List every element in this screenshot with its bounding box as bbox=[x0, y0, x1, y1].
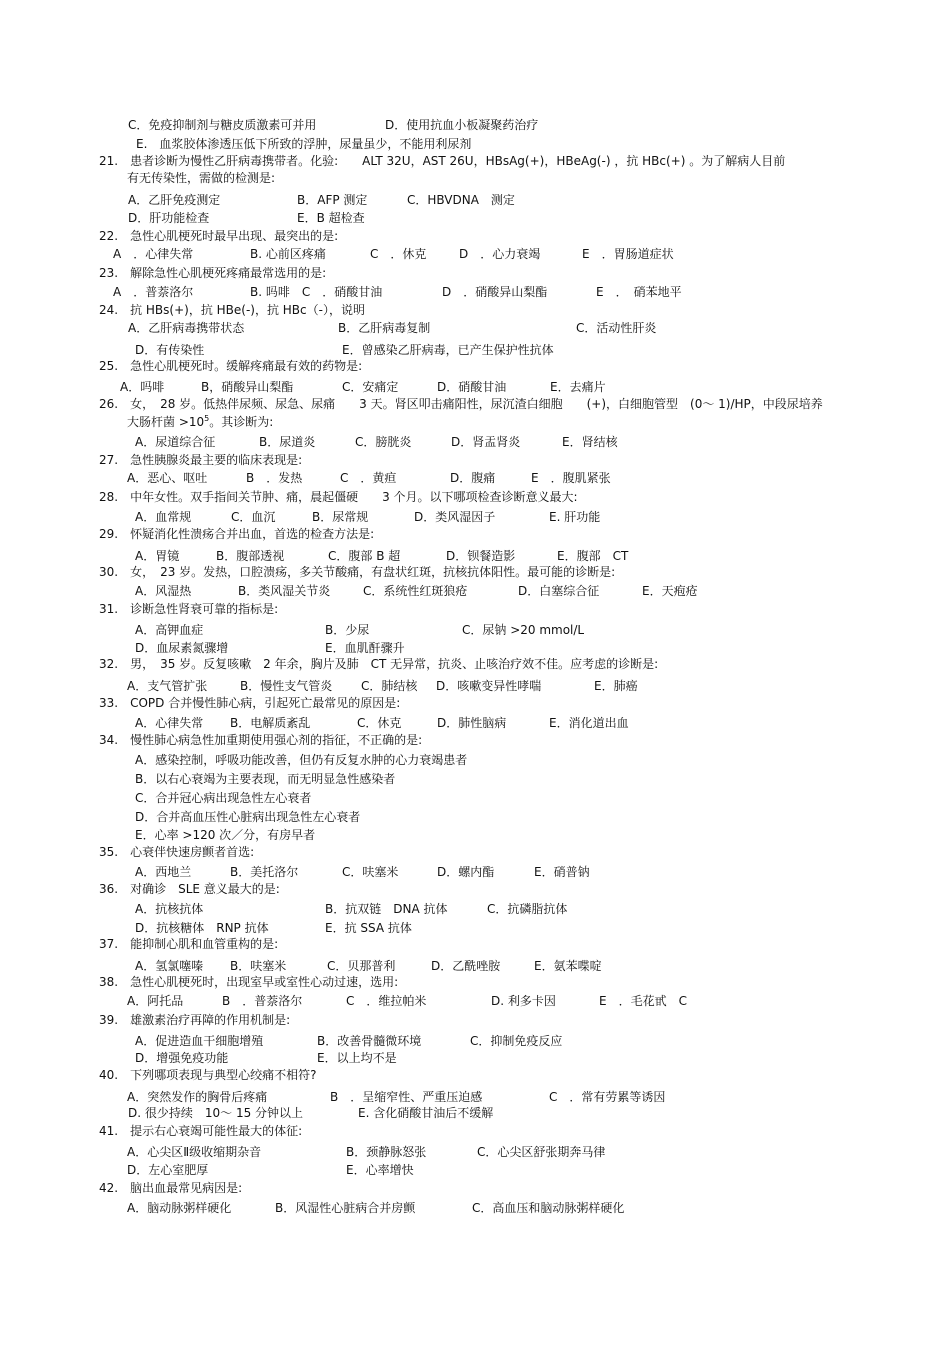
line-text: A ．普萘洛尔 bbox=[113, 285, 194, 299]
option-text: E．抗 SSA 抗体 bbox=[325, 921, 412, 935]
line-text: 40. 下列哪项表现与典型心绞痛不相符? bbox=[99, 1068, 317, 1082]
option-text: C ．休克 bbox=[370, 247, 427, 261]
option-text: B．慢性支气管炎 bbox=[240, 679, 333, 693]
line-text: A．高钾血症 bbox=[135, 623, 204, 637]
option-text: D. 利多卡因 bbox=[491, 994, 556, 1008]
line-text: 21. 患者诊断为慢性乙肝病毒携带者。化验: ALT 32U，AST 26U，HBsAg(+)，HBeAg(-) ，抗 HBc(+) 。为了解病人目前 bbox=[99, 154, 786, 168]
line-text: D. 很少持续 10～ 15 分钟以上 bbox=[128, 1106, 304, 1120]
option-text: C．抑制免疫反应 bbox=[470, 1034, 563, 1048]
option-text: E．曾感染乙肝病毒，已产生保护性抗体 bbox=[342, 343, 554, 357]
line-text: 31. 诊断急性肾衰可靠的指标是: bbox=[99, 602, 279, 616]
option-text: E ． 硝苯地平 bbox=[596, 285, 682, 299]
option-text: B ．普萘洛尔 bbox=[222, 994, 303, 1008]
option-text: E．硝普钠 bbox=[534, 865, 590, 879]
option-text: B，硝酸异山梨酯 bbox=[201, 380, 294, 394]
line-text: D．左心室肥厚 bbox=[127, 1163, 209, 1177]
line-text: 24. 抗 HBs(+)，抗 HBe(-)，抗 HBc（-），说明 bbox=[99, 303, 365, 317]
line-text: A．突然发作的胸骨后疼痛 bbox=[127, 1090, 268, 1104]
option-text: B．抗双链 DNA 抗体 bbox=[325, 902, 448, 916]
option-text: C．呋塞米 bbox=[342, 865, 399, 879]
option-text: E. 肝功能 bbox=[549, 510, 601, 524]
line-text: 37. 能抑制心肌和血管重构的是: bbox=[99, 937, 279, 951]
option-text: D．钡餐造影 bbox=[446, 549, 516, 563]
option-text: D．硝酸甘油 bbox=[437, 380, 507, 394]
line-text: A．阿托品 bbox=[127, 994, 184, 1008]
option-text: B．风湿性心脏病合并房颤 bbox=[275, 1201, 416, 1215]
option-text: B．美托洛尔 bbox=[230, 865, 299, 879]
line-text: D．增强免疫功能 bbox=[135, 1051, 229, 1065]
option-text: B．尿常规 bbox=[312, 510, 369, 524]
option-text: B．类风湿关节炎 bbox=[238, 584, 331, 598]
superscript: 5 bbox=[204, 414, 210, 423]
line-text: A．胃镜 bbox=[135, 549, 180, 563]
line-text: 28. 中年女性。双手指间关节肿、痛，晨起僵硬 3 个月。以下哪项检查诊断意义最大: bbox=[99, 490, 578, 504]
line-text: A．血常规 bbox=[135, 510, 192, 524]
option-text: E ．腹肌紧张 bbox=[531, 471, 611, 485]
line-text: B．以右心衰竭为主要表现，而无明显急性感染者 bbox=[135, 772, 396, 786]
option-text: D．腹痛 bbox=[450, 471, 496, 485]
line-text: 41. 提示右心衰竭可能性最大的体征: bbox=[99, 1124, 303, 1138]
line-text: 有无传染性，需做的检测是: bbox=[127, 171, 276, 185]
option-text: B．乙肝病毒复制 bbox=[338, 321, 431, 335]
option-text: E．天疱疮 bbox=[642, 584, 698, 598]
line-text: 25. 急性心肌梗死时。缓解疼痛最有效的药物是: bbox=[99, 359, 363, 373]
option-text: B ．呈缩窄性、严重压迫感 bbox=[330, 1090, 483, 1104]
option-text: E ．胃肠道症状 bbox=[582, 247, 674, 261]
line-text: 23. 解除急性心肌梗死疼痛最常选用的是: bbox=[99, 266, 327, 280]
line-text: 36. 对确诊 SLE 意义最大的是: bbox=[99, 882, 280, 896]
option-text: B. 心前区疼痛 bbox=[250, 247, 326, 261]
option-text: C．肺结核 bbox=[361, 679, 418, 693]
line-text: 38. 急性心肌梗死时，出现室早或室性心动过速，选用: bbox=[99, 975, 399, 989]
option-text: E．肾结核 bbox=[562, 435, 618, 449]
option-text: B．改善骨髓微环境 bbox=[317, 1034, 422, 1048]
line-text: 26. 女， 28 岁。低热伴尿频、尿急、尿痛 3 天。肾区叩击痛阳性，尿沉渣白细胞 (+)，白细胞管型 (0～ 1)/HP，中段尿培养 bbox=[99, 397, 823, 411]
line-text: A．心律失常 bbox=[135, 716, 204, 730]
option-text: C．贝那普利 bbox=[327, 959, 396, 973]
line-text: C．免疫抑制剂与糖皮质激素可并用 bbox=[128, 118, 317, 132]
line-text: A．抗核抗体 bbox=[135, 902, 204, 916]
line-text: A．风湿热 bbox=[135, 584, 192, 598]
line-text: A．尿道综合征 bbox=[135, 435, 216, 449]
option-text: B．颈静脉怒张 bbox=[346, 1145, 427, 1159]
option-text: E. 含化硝酸甘油后不缓解 bbox=[358, 1106, 494, 1120]
option-text: E．以上均不是 bbox=[317, 1051, 397, 1065]
option-text: C．活动性肝炎 bbox=[576, 321, 657, 335]
line-text: A．脑动脉粥样硬化 bbox=[127, 1201, 232, 1215]
option-text: E．氨苯喋啶 bbox=[534, 959, 602, 973]
option-text: E．血肌酐骤升 bbox=[325, 641, 405, 655]
option-text: C．系统性红斑狼疮 bbox=[363, 584, 468, 598]
option-text: B. 吗啡 C ．硝酸甘油 bbox=[250, 285, 383, 299]
line-text: 34. 慢性肺心病急性加重期使用强心剂的指征，不正确的是: bbox=[99, 733, 423, 747]
option-text: B．腹部透视 bbox=[216, 549, 285, 563]
option-text: D．螺内酯 bbox=[437, 865, 495, 879]
option-text: C．休克 bbox=[357, 716, 402, 730]
line-text: E. 血浆胶体渗透压低下所致的浮肿，尿量虽少，不能用利尿剂 bbox=[136, 137, 472, 151]
line-text: 42. 脑出血最常见病因是: bbox=[99, 1181, 243, 1195]
line-text: A．乙肝免疫测定 bbox=[128, 193, 221, 207]
line-text: A．乙肝病毒携带状态 bbox=[128, 321, 245, 335]
line-text: 35. 心衰伴快速房颤者首选: bbox=[99, 845, 255, 859]
option-text: E．心率增快 bbox=[346, 1163, 414, 1177]
line-text: A．西地兰 bbox=[135, 865, 192, 879]
line-text: D．抗核糖体 RNP 抗体 bbox=[135, 921, 269, 935]
option-text: E．消化道出血 bbox=[549, 716, 629, 730]
option-text: D ．硝酸异山梨酯 bbox=[442, 285, 548, 299]
option-text: E ．毛花甙 C bbox=[599, 994, 687, 1008]
option-text: D．咳嗽变异性哮喘 bbox=[436, 679, 542, 693]
option-text: B．电解质紊乱 bbox=[230, 716, 311, 730]
line-text: 39. 雄激素治疗再障的作用机制是: bbox=[99, 1013, 291, 1027]
option-text: E．肺癌 bbox=[594, 679, 638, 693]
line-text: A．促进造血干细胞增殖 bbox=[135, 1034, 264, 1048]
line-text: 22. 急性心肌梗死时最早出现、最突出的是: bbox=[99, 229, 339, 243]
line-text: C．合并冠心病出现急性左心衰者 bbox=[135, 791, 312, 805]
line-text: 大肠杆菌 $>10^5$。其诊断为: bbox=[127, 414, 274, 429]
line-text: 33. COPD 合并慢性肺心病，引起死亡最常见的原因是: bbox=[99, 696, 401, 710]
option-text: D．乙酰唑胺 bbox=[431, 959, 501, 973]
line-text: A．心尖区Ⅱ级收缩期杂音 bbox=[127, 1145, 262, 1159]
option-text: C．血沉 bbox=[231, 510, 276, 524]
line-text: A．感染控制，呼吸功能改善，但仍有反复水肿的心力衰竭患者 bbox=[135, 753, 468, 767]
line-text: A．吗啡 bbox=[120, 380, 165, 394]
option-text: D．肾盂肾炎 bbox=[451, 435, 521, 449]
option-text: E．B 超检查 bbox=[297, 211, 365, 225]
option-text: C ．黄疸 bbox=[340, 471, 397, 485]
option-text: B．少尿 bbox=[325, 623, 370, 637]
option-text: B．尿道炎 bbox=[259, 435, 316, 449]
line-text: A．支气管扩张 bbox=[127, 679, 208, 693]
option-text: C．抗磷脂抗体 bbox=[487, 902, 568, 916]
line-text: D．血尿素氮骤增 bbox=[135, 641, 229, 655]
option-text: C．HBVDNA 测定 bbox=[407, 193, 515, 207]
option-text: D．白塞综合征 bbox=[518, 584, 600, 598]
line-text: 27. 急性胰腺炎最主要的临床表现是: bbox=[99, 453, 303, 467]
line-text: D．肝功能检查 bbox=[128, 211, 210, 225]
line-text: D．合并高血压性心脏病出现急性左心衰者 bbox=[135, 810, 361, 824]
line-text: 29. 怀疑消化性溃疡合并出血，首选的检查方法是: bbox=[99, 527, 375, 541]
option-text: C．腹部 B 超 bbox=[328, 549, 401, 563]
line-text: A ．心律失常 bbox=[113, 247, 194, 261]
option-text: D．肺性脑病 bbox=[437, 716, 507, 730]
option-text: D．类风湿因子 bbox=[414, 510, 496, 524]
line-text: 32. 男， 35 岁。反复咳嗽 2 年余，胸片及肺 CT 无异常，抗炎、止咳治疗效不佳。应考虑的诊断是: bbox=[99, 657, 659, 671]
option-text: B．呋塞米 bbox=[230, 959, 287, 973]
option-text: C．安痛定 bbox=[342, 380, 399, 394]
option-text: C．高血压和脑动脉粥样硬化 bbox=[472, 1201, 625, 1215]
line-text: D．有传染性 bbox=[135, 343, 205, 357]
option-text: C．心尖区舒张期奔马律 bbox=[477, 1145, 606, 1159]
option-text: B ．发热 bbox=[246, 471, 303, 485]
option-text: C ．常有劳累等诱因 bbox=[549, 1090, 666, 1104]
line-text: A．恶心、呕吐 bbox=[127, 471, 208, 485]
option-text: D ．心力衰竭 bbox=[459, 247, 541, 261]
option-text: C．尿钠 >20 mmol/L bbox=[462, 623, 585, 637]
line-text: 30. 女， 23 岁。发热，口腔溃疡，多关节酸痛，有盘状红斑，抗核抗体阳性。最可能的诊断是: bbox=[99, 565, 616, 579]
option-text: B．AFP 测定 bbox=[297, 193, 368, 207]
line-text: A．氢氯噻嗪 bbox=[135, 959, 204, 973]
option-text: D．使用抗血小板凝聚药治疗 bbox=[385, 118, 539, 132]
option-text: C．膀胱炎 bbox=[355, 435, 412, 449]
line-text: E．心率 >120 次／分，有房早者 bbox=[135, 828, 316, 842]
option-text: C ．维拉帕米 bbox=[346, 994, 427, 1008]
option-text: E．腹部 CT bbox=[557, 549, 629, 563]
option-text: E．去痛片 bbox=[550, 380, 606, 394]
